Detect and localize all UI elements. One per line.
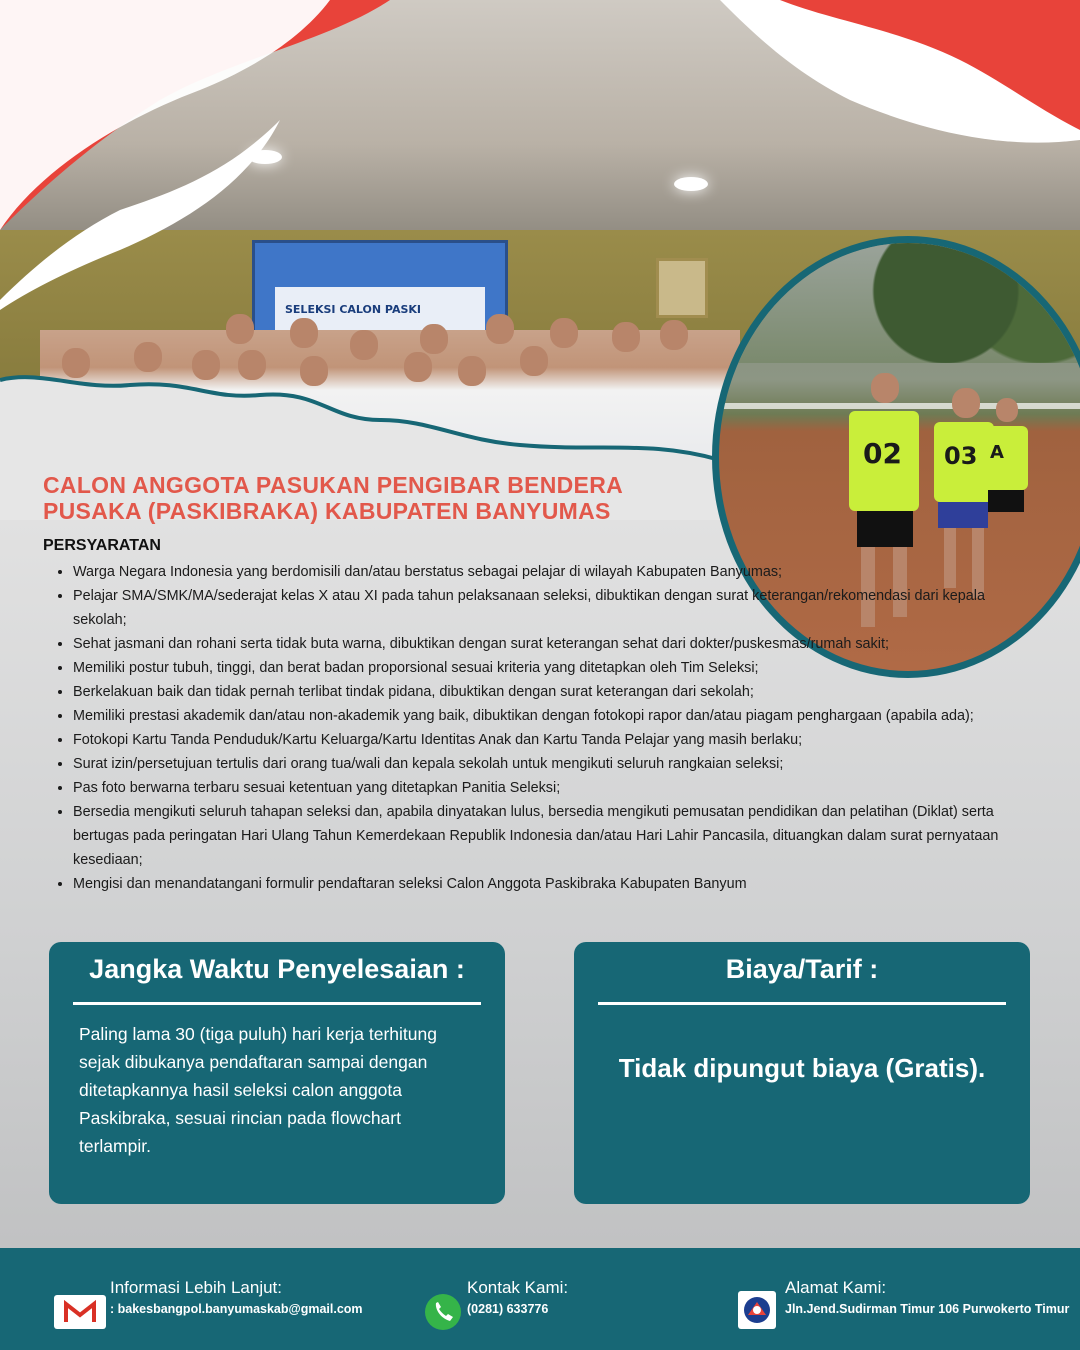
requirement-item: • Sehat jasmani dan rohani serta tidak buta warna, dibuktikan dengan surat keterangan sehat dari dokter/puskesmas/rumah sakit;	[73, 632, 1033, 656]
footer-email[interactable]	[52, 1248, 382, 1350]
email-address[interactable]: : bakesbangpol.banyumaskab@gmail.com	[110, 1302, 363, 1316]
address-value: Jln.Jend.Sudirman Timur 106 Purwokerto Timur	[785, 1302, 1070, 1316]
requirement-item: • Mengisi dan menandatangani formulir pendaftaran seleksi Calon Anggota Paskibraka Kabupaten Banyum	[73, 872, 1033, 896]
requirement-item: • Memiliki postur tubuh, tinggi, dan berat badan proporsional sesuai kriteria yang ditetapkan oleh Tim Seleksi;	[73, 656, 1033, 680]
fee-title: Biaya/Tarif :	[725, 954, 879, 984]
phone-number[interactable]: (0281) 633776	[467, 1302, 549, 1316]
fee-box	[574, 942, 1030, 1204]
requirement-item: • Memiliki prestasi akademik dan/atau non-akademik yang baik, dibuktikan dengan fotokopi rapor dan/atau piagam penghargaan (apabila ada);	[73, 704, 1033, 728]
time-limit-divider	[73, 1002, 481, 1005]
page-title	[43, 472, 683, 524]
footer	[0, 1248, 1080, 1350]
footer-contact[interactable]	[422, 1248, 682, 1350]
contact-label: Kontak Kami:	[467, 1278, 569, 1297]
requirement-item: • Surat izin/persetujuan tertulis dari orang tua/wali dan kepala sekolah untuk mengikuti seluruh rangkaian seleksi;	[73, 752, 1033, 776]
runners-photo: 02 03 A	[712, 236, 1080, 678]
requirement-item: • Bersedia mengikuti seluruh tahapan seleksi dan, apabila dinyatakan lulus, bersedia mengikuti pemusatan pendidikan dan pelatihan (Diklat) serta bertugas pada peringatan Hari Ulang Tahun Kemerdekaan Republik Indonesia dan/atau Hari Lahir Pancasila, dituangkan dalam surat pernyataan kesediaan;	[73, 800, 1033, 872]
requirements-heading: PERSYARATAN	[43, 537, 161, 554]
requirement-item: • Pelajar SMA/SMK/MA/sederajat kelas X atau XI pada tahun pelaksanaan seleksi, dibuktikan dengan surat keterangan/rekomendasi dari kepala sekolah;	[73, 584, 1033, 632]
title-line-2: PUSAKA (PASKIBRAKA) KABUPATEN BANYUMAS	[43, 498, 611, 524]
requirement-item: • Pas foto berwarna terbaru sesuai ketentuan yang ditetapkan Panitia Seleksi;	[73, 776, 1033, 800]
info-label: Informasi Lebih Lanjut:	[110, 1278, 282, 1297]
address-label: Alamat Kami:	[785, 1278, 887, 1297]
photo-trees	[719, 243, 1080, 363]
gmail-icon	[54, 1295, 106, 1329]
requirements-list	[43, 560, 1033, 896]
title-line-1: CALON ANGGOTA PASUKAN PENGIBAR BENDERA	[43, 472, 624, 498]
fee-text: Tidak dipungut biaya (Gratis).	[618, 1053, 986, 1083]
requirement-item: • Fotokopi Kartu Tanda Penduduk/Kartu Keluarga/Kartu Identitas Anak dan Kartu Tanda Pelajar yang masih berlaku;	[73, 728, 1033, 752]
phone-icon	[424, 1293, 462, 1331]
location-logo-icon	[738, 1291, 776, 1329]
track-line	[719, 403, 1080, 409]
time-limit-title: Jangka Waktu Penyelesaian :	[89, 954, 465, 984]
footer-address	[738, 1248, 1078, 1350]
requirement-item: • Warga Negara Indonesia yang berdomisili dan/atau berstatus sebagai pelajar di wilayah Kabupaten Banyumas;	[73, 560, 1033, 584]
time-limit-box	[49, 942, 505, 1204]
time-limit-text: Paling lama 30 (tiga puluh) hari kerja terhitung sejak dibukanya pendaftaran sampai dengan ditetapkannya hasil seleksi calon anggota Paskibraka, sesuai rincian pada flowchart terlampir.	[79, 1024, 437, 1156]
fee-divider	[598, 1002, 1006, 1005]
requirement-item: • Berkelakuan baik dan tidak pernah terlibat tindak pidana, dibuktikan dengan surat keterangan dari sekolah;	[73, 680, 1033, 704]
screen-text: SELEKSI CALON PASKI	[285, 303, 422, 316]
